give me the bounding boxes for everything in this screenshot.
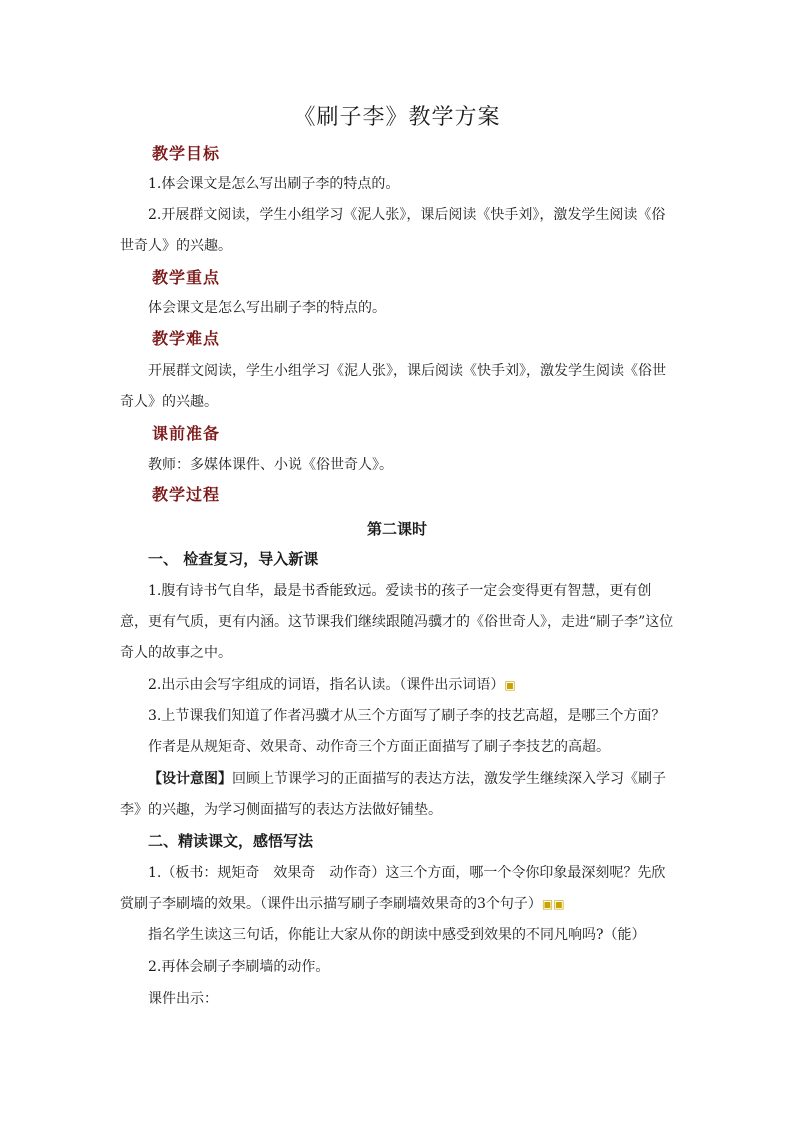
heading-key-points: 教学重点 <box>152 268 221 287</box>
marker-glyph: ▣ <box>504 678 516 692</box>
process-paragraph-2: 2.出示由会写字组成的词语，指名认读。（课件出示词语）▣ <box>148 677 516 693</box>
key-point-text: 体会课文是怎么写出刷子李的特点的。 <box>148 300 386 316</box>
process-paragraph-6: 指名学生读这三句话，你能让大家从你的朗读中感受到效果的不同凡响吗?（能） <box>148 927 646 943</box>
process-paragraph-4: 作者是从规矩奇、效果奇、动作奇三个方面正面描写了刷子李技艺的高超。 <box>148 739 610 755</box>
heading-difficulties: 教学难点 <box>152 329 221 348</box>
preparation-text: 教师：多媒体课件、小说《俗世奇人》。 <box>148 457 393 473</box>
process-paragraph-1: 1.腹有诗书气自华，最是书香能致远。爱读书的孩子一定会变得更有智慧，更有创意，更有气质，更有内涵。这节课我们继续跟随冯骥才的《俗世奇人》，走进“刷子李”这位奇人的故事之中。 <box>120 583 674 661</box>
section-heading-2: 二、精读课文，感悟写法 <box>148 832 314 850</box>
section-heading-1: 一、 检查复习，导入新课 <box>148 550 319 568</box>
process-paragraph-8: 课件出示： <box>148 991 218 1007</box>
process-paragraph-7: 2.再体会刷子李刷墙的动作。 <box>148 959 330 975</box>
process-paragraph-3: 3.上节课我们知道了作者冯骥才从三个方面写了刷子李的技艺高超，是哪三个方面？ <box>148 708 666 724</box>
heading-teaching-goals: 教学目标 <box>152 144 221 163</box>
heading-preparation: 课前准备 <box>152 424 221 443</box>
goal-item-1: 1.体会课文是怎么写出刷子李的特点的。 <box>148 176 400 192</box>
marker-glyph: ▣▣ <box>541 897 565 911</box>
document-title: 《刷子李》教学方案 <box>293 105 501 130</box>
design-intent-paragraph: 【设计意图】回顾上节课学习的正面描写的表达方法，激发学生继续深入学习《刷子李》的兴趣，为学习侧面描写的表达方法做好铺垫。 <box>120 771 666 818</box>
process-paragraph-5: 1.（板书：规矩奇 效果奇 动作奇）这三个方面，哪一个令你印象最深刻呢？先欣赏刷子李刷墙的效果。（课件出示描写刷子李刷墙效果奇的3个句子）▣▣ <box>120 865 666 912</box>
difficulty-text: 开展群文阅读，学生小组学习《泥人张》，课后阅读《快手刘》，激发学生阅读《俗世奇人》的兴趣。 <box>120 363 666 410</box>
design-intent-tag: 【设计意图】 <box>148 771 232 787</box>
lesson-heading: 第二课时 <box>366 520 427 538</box>
heading-process: 教学过程 <box>152 485 221 504</box>
goal-item-2: 2.开展群文阅读，学生小组学习《泥人张》，课后阅读《快手刘》，激发学生阅读《俗世奇人》的兴趣。 <box>120 207 666 254</box>
